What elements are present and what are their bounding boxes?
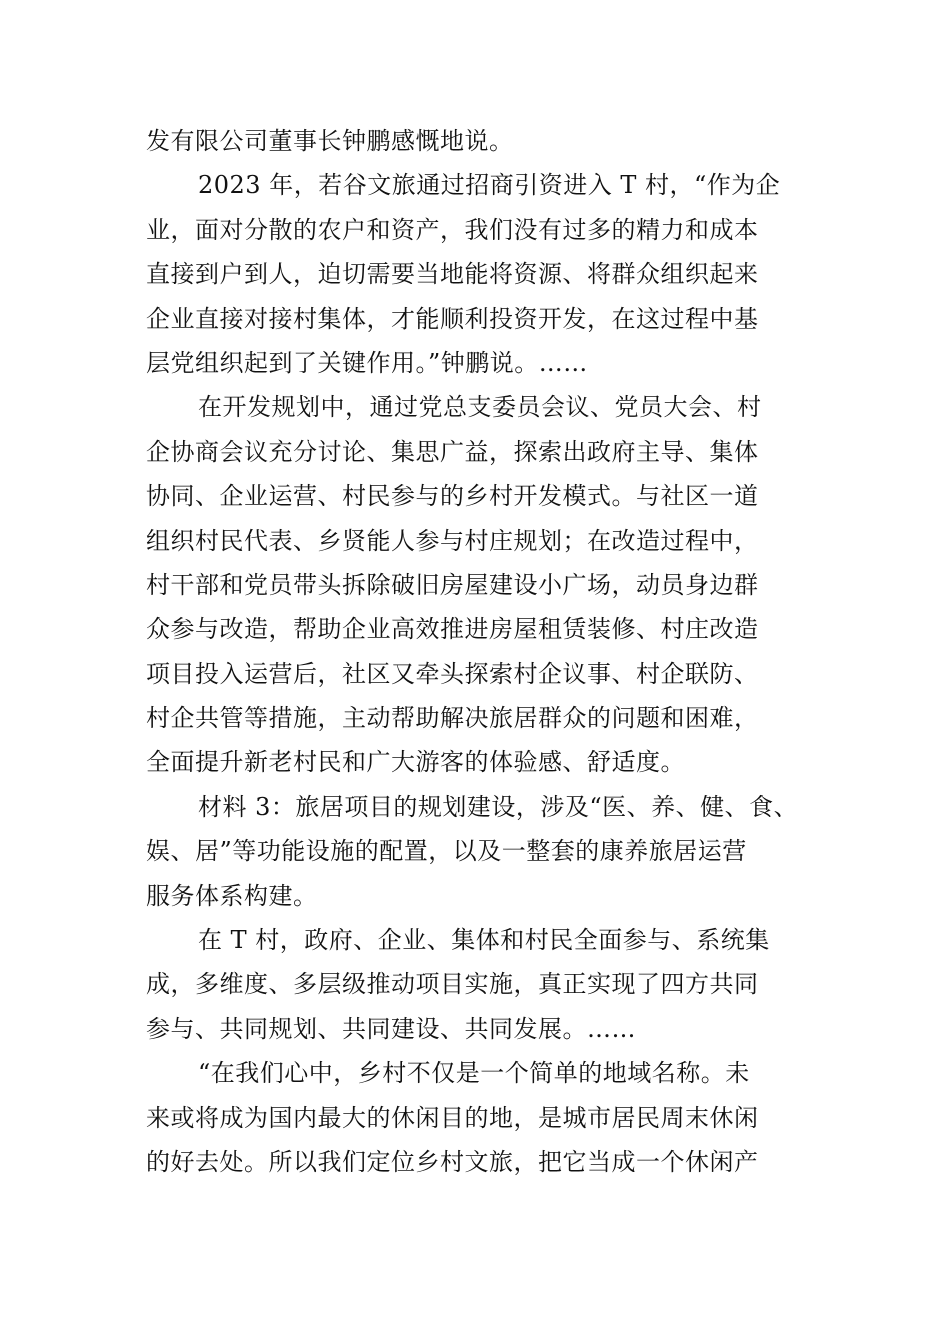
text-line: 直接到户到人，迫切需要当地能将资源、将群众组织起来 [146, 260, 759, 289]
text-line: 在 T 村，政府、企业、集体和村民全面参与、系统集 [198, 926, 770, 955]
paragraph-4 [146, 785, 806, 918]
text-line: 全面提升新老村民和广大游客的体验感、舒适度。 [146, 748, 685, 777]
text-line: 众参与改造，帮助企业高效推进房屋租赁装修、村庄改造 [146, 615, 759, 644]
paragraph-6 [146, 1051, 806, 1184]
text-line: 协同、企业运营、村民参与的乡村开发模式。与社区一道 [146, 482, 759, 511]
text-line: 组织村民代表、乡贤能人参与村庄规划；在改造过程中， [146, 526, 759, 555]
text-line: 成，多维度、多层级推动项目实施，真正实现了四方共同 [146, 970, 759, 999]
text-line: 发有限公司董事长钟鹏感慨地说。 [146, 127, 514, 155]
paragraph-3 [146, 385, 806, 785]
text-line: 业，面对分散的农户和资产，我们没有过多的精力和成本 [146, 215, 759, 244]
text-line: 的好去处。所以我们定位乡村文旅，把它当成一个休闲产 [146, 1147, 759, 1176]
text-line: 企协商会议充分讨论、集思广益，探索出政府主导、集体 [146, 437, 759, 466]
text-line: 项目投入运营后，社区又牵头探索村企议事、村企联防、 [146, 659, 759, 688]
text-line: 2023 年，若谷文旅通过招商引资进入 T 村，“作为企 [198, 171, 781, 200]
text-line: 参与、共同规划、共同建设、共同发展。…… [146, 1014, 636, 1043]
text-line: 村干部和党员带头拆除破旧房屋建设小广场，动员身边群 [146, 570, 759, 599]
paragraph-2 [146, 163, 806, 385]
text-line: 服务体系构建。 [146, 881, 318, 910]
paragraph-1 [146, 119, 806, 163]
text-line: 层党组织起到了关键作用。”钟鹏说。…… [146, 348, 588, 377]
text-line: “在我们心中，乡村不仅是一个简单的地域名称。未 [198, 1059, 750, 1088]
text-line: 村企共管等措施，主动帮助解决旅居群众的问题和困难， [146, 704, 759, 733]
text-line: 材料 3：旅居项目的规划建设，涉及“医、养、健、食、 [198, 792, 799, 821]
text-line: 娱、居”等功能设施的配置，以及一整套的康养旅居运营 [146, 837, 747, 866]
text-line: 在开发规划中，通过党总支委员会议、党员大会、村 [198, 393, 762, 422]
text-line: 企业直接对接村集体，才能顺利投资开发，在这过程中基 [146, 304, 759, 333]
text-line: 来或将成为国内最大的休闲目的地，是城市居民周末休闲 [146, 1103, 759, 1132]
document-body [146, 119, 806, 1184]
paragraph-5 [146, 918, 806, 1051]
